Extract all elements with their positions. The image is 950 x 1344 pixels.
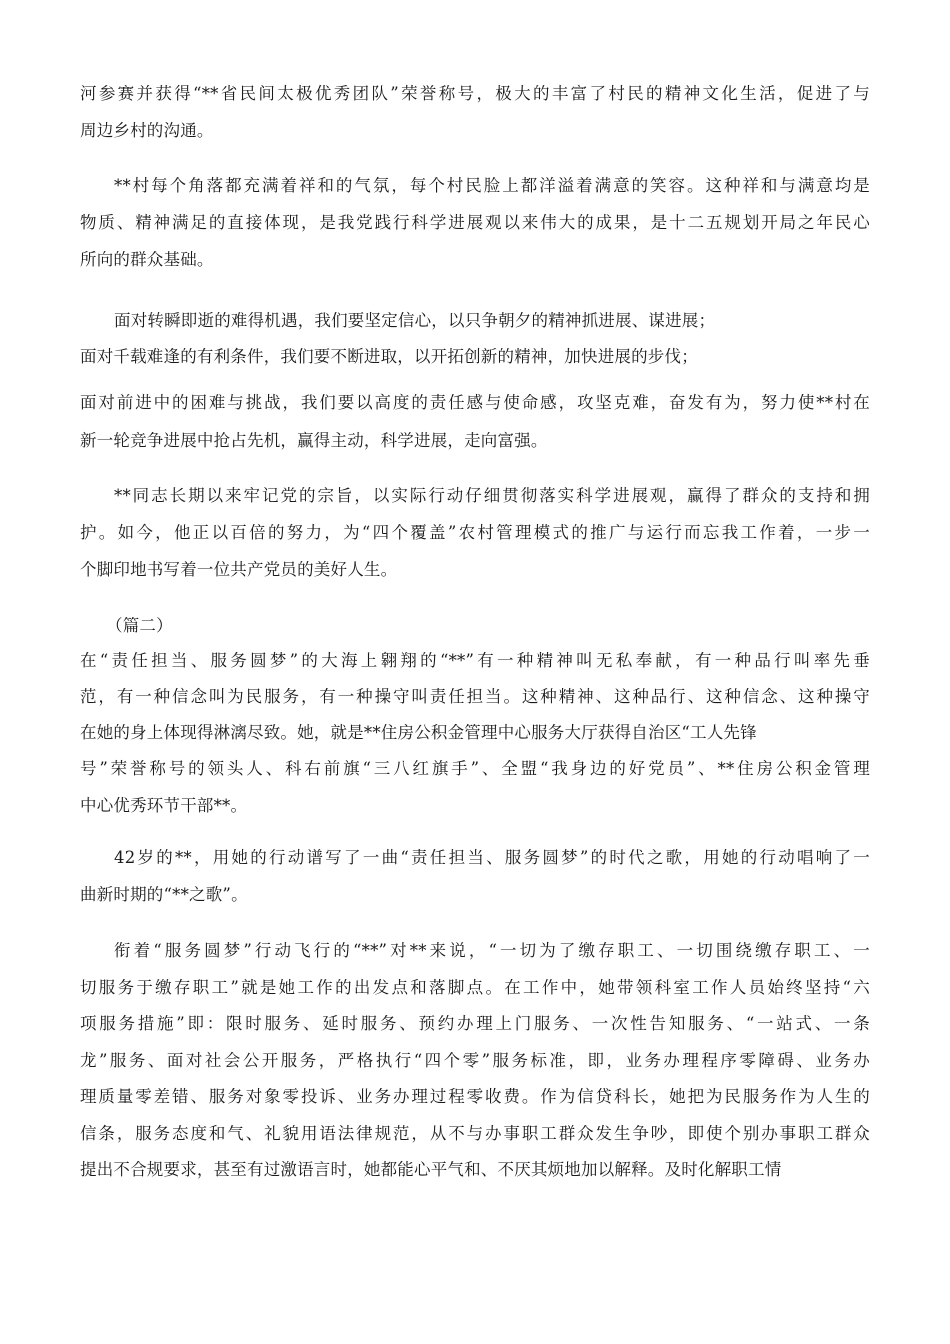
- text-line: 号”荣誉称号的领头人、科右前旗“三八红旗手”、全盟“我身边的好党员”、**住房公积金管理: [80, 759, 870, 778]
- text-line: 面对前进中的困难与挑战，我们要以高度的责任感与使命感，攻坚克难，奋发有为，努力使**村在: [80, 393, 870, 412]
- text-line: 切服务于缴存职工”就是她工作的出发点和落脚点。在工作中，她带领科室工作人员始终坚持“六: [80, 978, 870, 997]
- text-line: 个脚印地书写着一位共产党员的美好人生。: [80, 560, 398, 579]
- text-line: 新一轮竞争进展中抢占先机，赢得主动，科学进展，走向富强。: [80, 431, 548, 450]
- section-heading: （篇二）: [106, 616, 173, 635]
- text-line: 理质量零差错、服务对象零投诉、业务办理过程零收费。作为信贷科长，她把为民服务作为人生的: [80, 1087, 870, 1106]
- text-line: 42岁的**，用她的行动谱写了一曲“责任担当、服务圆梦”的时代之歌，用她的行动唱响了一: [114, 848, 870, 867]
- text-line: 范，有一种信念叫为民服务，有一种操守叫责任担当。这种精神、这种品行、这种信念、这种操守: [80, 687, 870, 706]
- text-line: 龙”服务、面对社会公开服务，严格执行“四个零”服务标准，即，业务办理程序零障碍、业务办: [80, 1051, 870, 1070]
- text-line: 提出不合规要求，甚至有过激语言时，她都能心平气和、不厌其烦地加以解释。及时化解职工情: [80, 1160, 782, 1179]
- text-line: 曲新时期的“**之歌”。: [80, 885, 248, 904]
- text-line: 物质、精神满足的直接体现，是我党践行科学进展观以来伟大的成果，是十二五规划开局之年民心: [80, 213, 870, 232]
- text-line: 中心优秀环节干部**。: [80, 796, 248, 815]
- text-line: 护。如今，他正以百倍的努力，为“四个覆盖”农村管理模式的推广与运行而忘我工作着，一步一: [80, 523, 870, 542]
- text-line: 河参赛并获得“**省民间太极优秀团队”荣誉称号，极大的丰富了村民的精神文化生活，促进了与: [80, 84, 870, 103]
- text-line: 信条，服务态度和气、礼貌用语法律规范，从不与办事职工群众发生争吵，即使个别办事职工群众: [80, 1124, 870, 1143]
- text-line: 项服务措施”即：限时服务、延时服务、预约办理上门服务、一次性告知服务、“一站式、一条: [80, 1014, 870, 1033]
- text-line: 面对千载难逢的有利条件，我们要不断进取，以开拓创新的精神，加快进展的步伐；: [80, 347, 698, 366]
- text-line: **同志长期以来牢记党的宗旨，以实际行动仔细贯彻落实科学进展观，赢得了群众的支持和拥: [114, 486, 870, 505]
- text-line: 面对转瞬即逝的难得机遇，我们要坚定信心，以只争朝夕的精神抓进展、谋进展；: [114, 311, 716, 330]
- text-line: 衔着“服务圆梦”行动飞行的“**”对**来说，“一切为了缴存职工、一切围绕缴存职工、一: [114, 941, 870, 960]
- text-line: 在“责任担当、服务圆梦”的大海上翱翔的“**”有一种精神叫无私奉献，有一种品行叫率先垂: [80, 651, 870, 670]
- text-line: 在她的身上体现得淋漓尽致。她，就是**住房公积金管理中心服务大厅获得自治区“工人先锋: [80, 723, 757, 742]
- text-line: 所向的群众基础。: [80, 250, 214, 269]
- text-line: 周边乡村的沟通。: [80, 121, 214, 140]
- text-line: **村每个角落都充满着祥和的气氛，每个村民脸上都洋溢着满意的笑容。这种祥和与满意均是: [114, 176, 870, 195]
